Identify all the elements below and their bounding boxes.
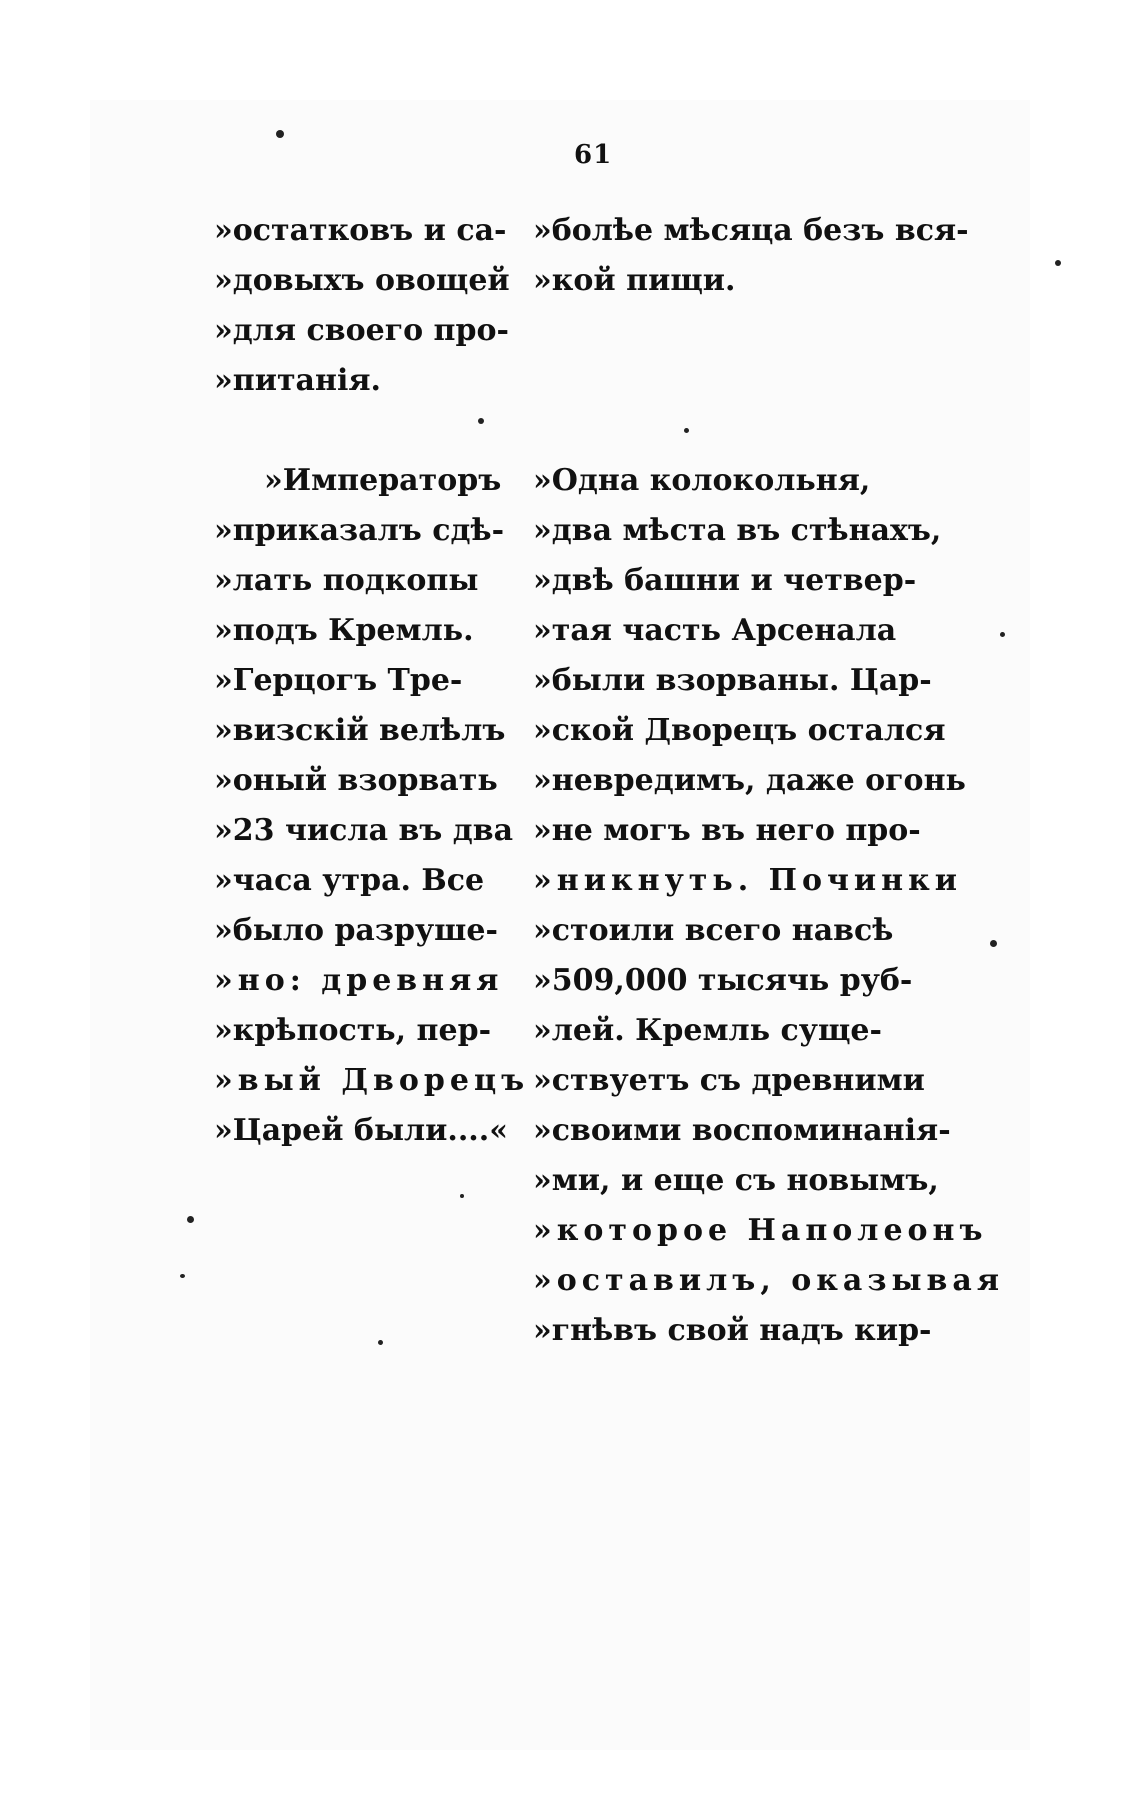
- scan-speck: [684, 428, 689, 433]
- scan-speck: [1000, 632, 1005, 637]
- text-line: »болѣе мѣсяца безъ вся-: [533, 213, 969, 248]
- text-line: »часа утра. Все: [214, 863, 485, 898]
- scan-speck: [478, 418, 484, 424]
- text-line: »ствуетъ съ древними: [533, 1063, 925, 1098]
- text-line: »своими воспоминанія-: [533, 1113, 951, 1148]
- text-line: »не могъ въ него про-: [533, 813, 921, 848]
- text-line: »кой пищи.: [533, 263, 736, 298]
- scan-speck: [460, 1194, 464, 1198]
- page-number: 61: [574, 140, 613, 170]
- text-line: »509,000 тысячь руб-: [533, 963, 913, 998]
- scan-speck: [1055, 260, 1061, 266]
- text-line: »подъ Кремль.: [214, 613, 474, 648]
- text-line: »которое Наполеонъ: [533, 1213, 988, 1248]
- text-line: »питанія.: [214, 363, 381, 398]
- right-column-top-text: [533, 206, 969, 306]
- text-line: »Герцогъ Тре-: [214, 663, 463, 698]
- text-line: »никнуть. Починки: [533, 863, 963, 898]
- text-line: »Одна колокольня,: [533, 463, 871, 498]
- scan-speck: [990, 940, 997, 947]
- text-line: »остатковъ и са-: [214, 213, 507, 248]
- text-line: »двѣ башни и четвер-: [533, 563, 917, 598]
- text-line: »оставилъ, оказывая: [533, 1263, 1004, 1298]
- text-line: »было разруше-: [214, 913, 498, 948]
- text-line: »Царей были....«: [214, 1113, 508, 1148]
- text-line: »оный взорвать: [214, 763, 498, 798]
- right-column-main-text: [533, 456, 1004, 1356]
- text-line: »Императоръ: [264, 463, 502, 498]
- left-column-top-text: [214, 206, 510, 406]
- scan-speck: [378, 1340, 383, 1345]
- text-line: »визскій велѣлъ: [214, 713, 506, 748]
- left-column-main-text: [214, 456, 529, 1156]
- text-line: »ми, и еще съ новымъ,: [533, 1163, 939, 1198]
- text-line: »ской Дворецъ остался: [533, 713, 946, 748]
- scan-speck: [187, 1216, 194, 1223]
- text-line: »два мѣста въ стѣнахъ,: [533, 513, 942, 548]
- text-line: »были взорваны. Цар-: [533, 663, 932, 698]
- text-line: »23 числа въ два: [214, 813, 514, 848]
- text-line: »тая часть Арсенала: [533, 613, 897, 648]
- text-line: »вый Дворецъ: [214, 1063, 530, 1098]
- text-line: »приказалъ сдѣ-: [214, 513, 505, 548]
- text-line: »но: древняя: [214, 963, 504, 998]
- text-line: »лей. Кремль суще-: [533, 1013, 882, 1048]
- text-line: »стоили всего навсѣ: [533, 913, 894, 948]
- text-line: »лать подкопы: [214, 563, 479, 598]
- text-line: »довыхъ овощей: [214, 263, 510, 298]
- text-line: »невредимъ, даже огонь: [533, 763, 966, 798]
- scan-speck: [180, 1274, 185, 1278]
- scan-speck: [276, 130, 284, 138]
- text-line: »для своего про-: [214, 313, 509, 348]
- text-line: »гнѣвъ свой надъ кир-: [533, 1313, 932, 1348]
- text-line: »крѣпость, пер-: [214, 1013, 492, 1048]
